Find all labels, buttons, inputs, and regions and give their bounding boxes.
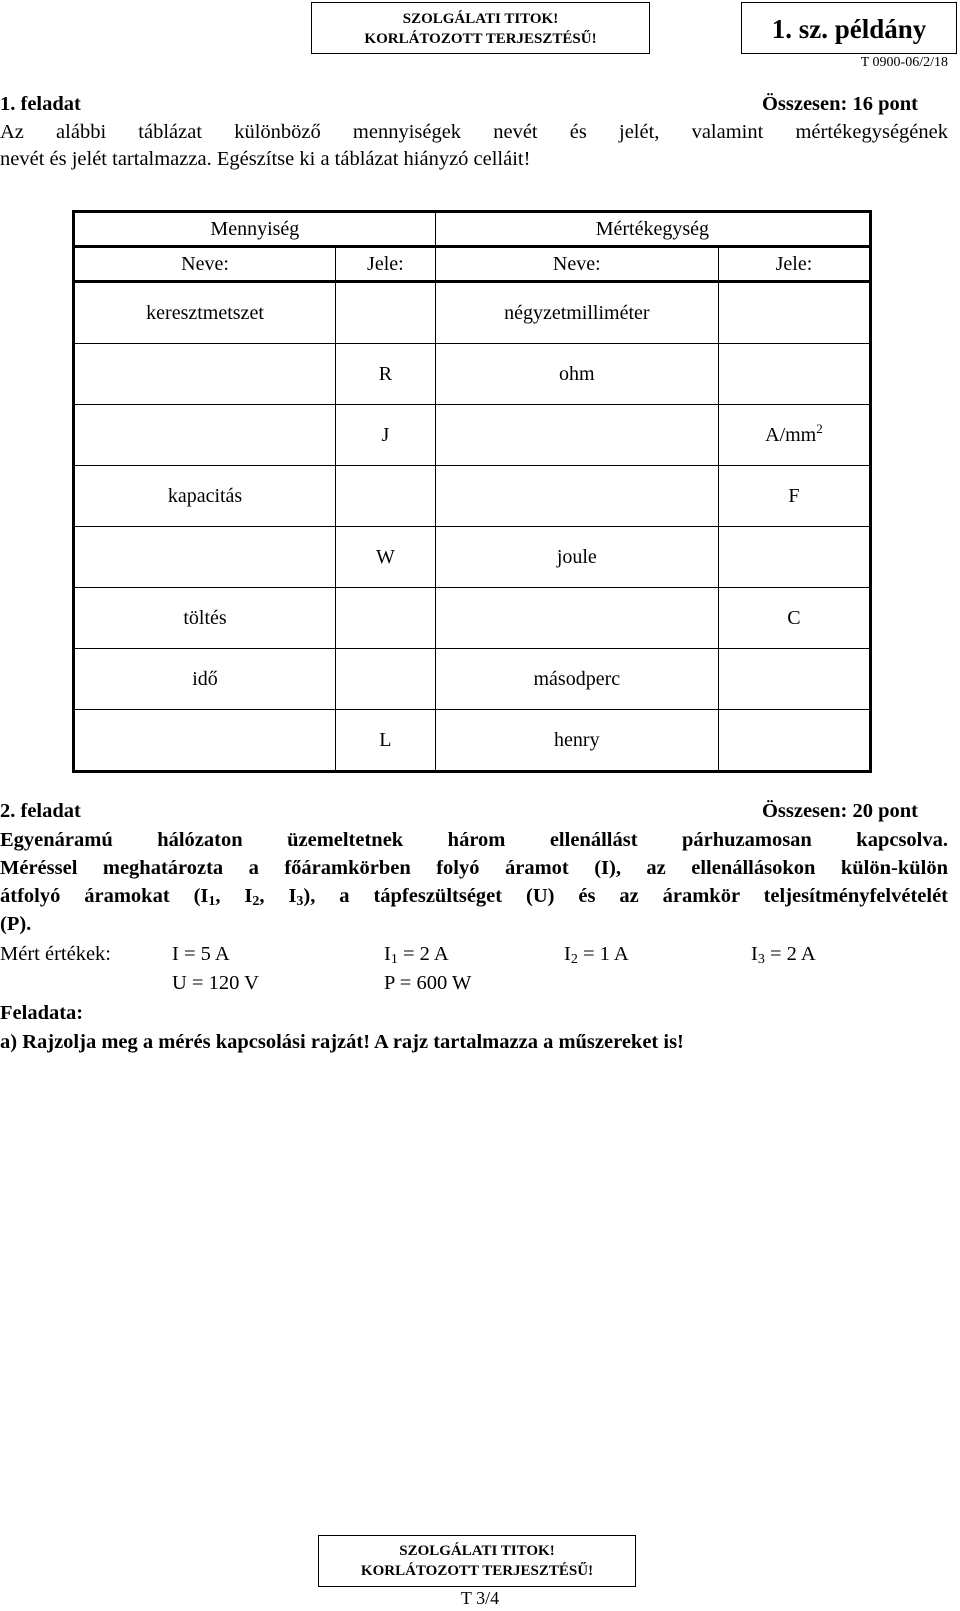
group-header-unit: Mértékegység	[435, 212, 870, 247]
unit-symbol-cell: C	[718, 588, 870, 649]
line3-part: , I	[215, 885, 253, 907]
quantity-name-cell: idő	[74, 649, 336, 710]
table-row	[74, 649, 871, 710]
line3-part: átfolyó áramokat (I	[0, 885, 209, 907]
unit-symbol-cell	[718, 527, 870, 588]
quantity-symbol-cell	[336, 588, 436, 649]
task1-text-line-1: Az alábbi táblázat különböző mennyiségek nevét és jelét, valamint mértékegységének	[0, 121, 948, 143]
quantity-symbol-cell: L	[336, 710, 436, 772]
classification-line-1: SZOLGÁLATI TITOK!	[402, 11, 559, 27]
subscript: 1	[208, 894, 216, 909]
task1-title: 1. feladat	[0, 93, 81, 115]
copy-number-box: 1. sz. példány	[741, 2, 957, 54]
table-row	[74, 282, 871, 344]
classification-line-2: KORLÁTOZOTT TERJESZTÉSŰ!	[364, 31, 597, 47]
tasks-label: Feladata:	[0, 1002, 84, 1024]
group-header-quantity: Mennyiség	[74, 212, 436, 247]
quantity-name-cell	[74, 527, 336, 588]
table-row	[74, 405, 871, 466]
document-id: T 0900-06/2/18	[860, 55, 948, 70]
unit-symbol-exponent: 2	[816, 420, 823, 436]
footer-classification-line-1: SZOLGÁLATI TITOK!	[399, 1543, 555, 1559]
unit-name-cell	[435, 588, 718, 649]
quantity-name-cell: töltés	[74, 588, 336, 649]
task-a: a) Rajzolja meg a mérés kapcsolási rajzát! A rajz tartalmazza a műszereket is!	[0, 1031, 684, 1053]
measured-I: I = 5 A	[172, 943, 230, 965]
unit-symbol-cell: F	[718, 466, 870, 527]
table-row	[74, 588, 871, 649]
unit-symbol-cell	[718, 649, 870, 710]
col-header-quantity-symbol: Jele:	[336, 247, 436, 282]
measured-I1	[384, 940, 449, 968]
value: = 2 A	[764, 943, 816, 965]
unit-name-cell: joule	[435, 527, 718, 588]
quantity-symbol-cell	[336, 649, 436, 710]
unit-name-cell: másodperc	[435, 649, 718, 710]
quantity-symbol-cell: R	[336, 344, 436, 405]
quantity-symbol-cell	[336, 466, 436, 527]
quantity-symbol-cell: J	[336, 405, 436, 466]
table-row	[74, 527, 871, 588]
value: = 2 A	[397, 943, 449, 965]
line3-part: , I	[259, 885, 297, 907]
measured-I2	[564, 940, 629, 968]
footer-classification-line-2: KORLÁTOZOTT TERJESZTÉSŰ!	[360, 1563, 594, 1579]
col-header-quantity-name: Neve:	[74, 247, 336, 282]
subscript: 3	[757, 952, 765, 967]
table-row	[74, 344, 871, 405]
subscript: 1	[390, 952, 398, 967]
col-header-unit-name: Neve:	[435, 247, 718, 282]
unit-symbol-text: A/mm	[765, 423, 817, 446]
table-column-header-row	[74, 247, 871, 282]
symbol: I	[384, 943, 391, 965]
unit-name-cell: henry	[435, 710, 718, 772]
unit-name-cell: ohm	[435, 344, 718, 405]
task2-text-line-2: Méréssel meghatározta a főáramkörben folyó áramot (I), az ellenállásokon külön-külön	[0, 857, 948, 879]
value: = 1 A	[577, 943, 629, 965]
task2-text-line-1: Egyenáramú hálózaton üzemeltetnek három ellenállást párhuzamosan kapcsolva.	[0, 829, 948, 851]
unit-name-cell	[435, 405, 718, 466]
quantity-symbol-cell	[336, 282, 436, 344]
measured-U: U = 120 V	[172, 972, 259, 994]
subscript: 2	[252, 894, 260, 909]
subscript: 3	[296, 894, 304, 909]
table-row	[74, 710, 871, 772]
quantity-name-cell	[74, 344, 336, 405]
line3-part: ), a tápfeszültséget (U) és az áramkör teljesítményfelvételét	[303, 885, 948, 907]
quantity-name-cell: keresztmetszet	[74, 282, 336, 344]
unit-symbol-cell	[718, 405, 870, 466]
units-table	[72, 210, 872, 773]
quantity-symbol-cell: W	[336, 527, 436, 588]
quantity-name-cell	[74, 405, 336, 466]
measured-P: P = 600 W	[384, 972, 472, 994]
symbol: I	[751, 943, 758, 965]
table-row	[74, 466, 871, 527]
subscript: 2	[570, 952, 578, 967]
unit-symbol-cell	[718, 710, 870, 772]
task1-text-line-2: nevét és jelét tartalmazza. Egészítse ki a táblázat hiányzó celláit!	[0, 148, 531, 170]
task2-title: 2. feladat	[0, 800, 81, 822]
quantity-name-cell: kapacitás	[74, 466, 336, 527]
table-group-header-row	[74, 212, 871, 247]
symbol: I	[564, 943, 571, 965]
unit-name-cell: négyzetmilliméter	[435, 282, 718, 344]
task2-text-line-4: (P).	[0, 913, 32, 935]
measured-values-label: Mért értékek:	[0, 943, 111, 965]
page-number: T 3/4	[460, 1588, 500, 1608]
measured-I3	[751, 940, 816, 968]
classification-box	[311, 2, 650, 54]
unit-symbol-cell	[718, 282, 870, 344]
task2-points: Összesen: 20 pont	[761, 800, 918, 822]
unit-name-cell	[435, 466, 718, 527]
unit-symbol-cell	[718, 344, 870, 405]
col-header-unit-symbol: Jele:	[718, 247, 870, 282]
footer-classification-box	[318, 1535, 636, 1587]
task1-points: Összesen: 16 pont	[761, 93, 918, 115]
quantity-name-cell	[74, 710, 336, 772]
task2-text-line-3	[0, 882, 948, 910]
